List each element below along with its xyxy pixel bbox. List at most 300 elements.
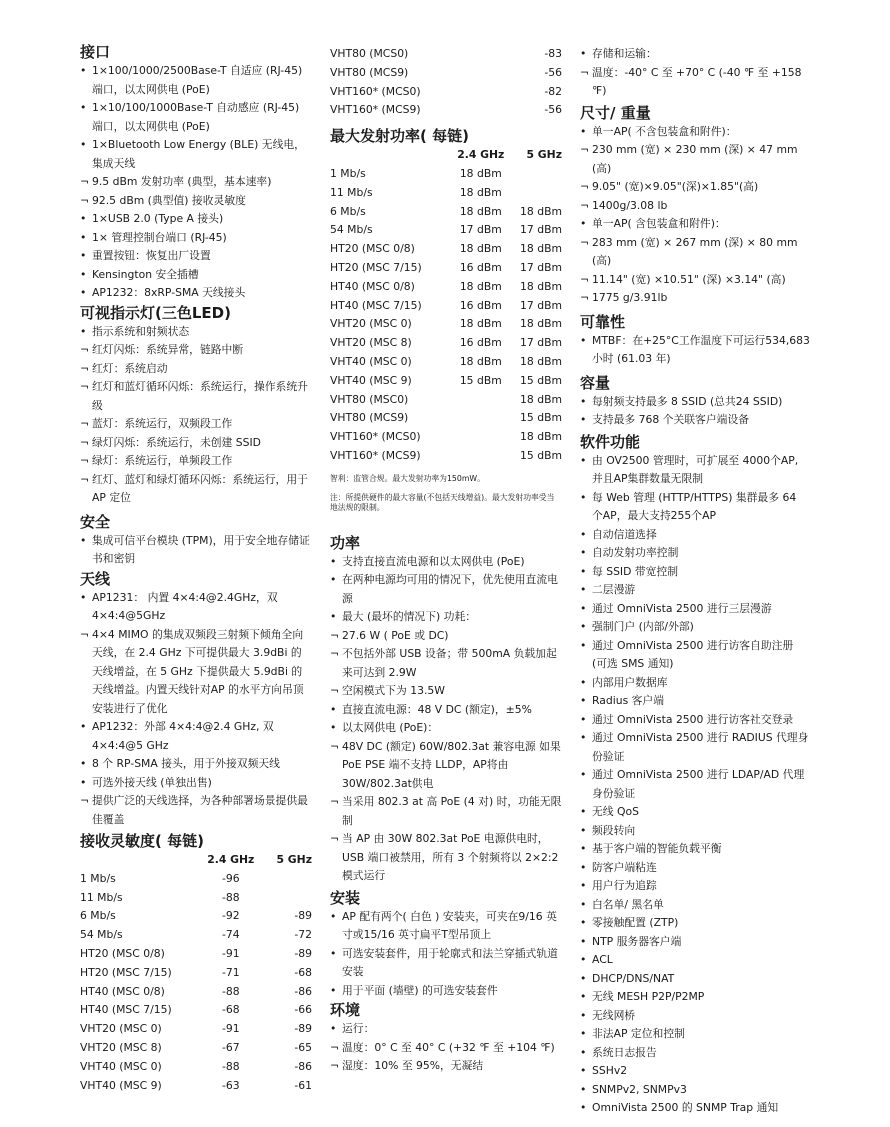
- list-item-text: 频段转向: [592, 823, 636, 837]
- environment-list: [330, 1020, 562, 1076]
- list-item: [80, 284, 312, 303]
- value-5g: -83: [544, 47, 562, 60]
- value-5g: -56: [544, 103, 562, 117]
- note-chile: 智利：监管合规。最大发射功率为150mW。: [330, 473, 485, 483]
- list-item-text: 单一AP( 含包装盒和附件)：: [592, 217, 726, 230]
- row-label: HT20 (MSC 7/15): [330, 260, 422, 274]
- list-item-text: 每 Web 管理 (HTTP/HTTPS) 集群最多 64 个AP，最大支持255个AP: [592, 490, 797, 522]
- value-2g: 18 dBm: [459, 354, 502, 368]
- value-2g: [451, 83, 511, 102]
- list-item-text: 温度：0° C 至 40° C (+32 ℉ 至 +104 ℉): [342, 1040, 555, 1054]
- list-item: [580, 45, 810, 64]
- value-5g: 18 dBm: [520, 392, 562, 406]
- list-item: [80, 471, 312, 508]
- sub-bullet-icon: ¬: [330, 739, 340, 753]
- value-5g: -86: [294, 984, 312, 998]
- list-item-text: 重置按钮：恢复出厂设置: [92, 249, 211, 262]
- value-2g: -71: [221, 965, 240, 979]
- list-item: [580, 988, 810, 1007]
- value-5g: [511, 165, 562, 184]
- value-5g: 18 dBm: [520, 430, 562, 444]
- sub-bullet-icon: ¬: [330, 1059, 340, 1073]
- bullet-icon: •: [330, 554, 337, 568]
- sub-bullet-icon: ¬: [580, 180, 590, 193]
- list-item-text: 温度：-40° C 至 +70° C (-40 ℉ 至 +158 ℉): [592, 65, 802, 97]
- sub-bullet-icon: ¬: [580, 291, 590, 304]
- table-row: [330, 83, 562, 102]
- list-item-text: 支持最多 768 个关联客户端设备: [592, 413, 750, 426]
- bullet-icon: •: [580, 583, 587, 596]
- value-2g: -92: [221, 909, 240, 923]
- list-item: [580, 1025, 810, 1044]
- list-item-text: 1×100/1000/2500Base-T 自适应 (RJ-45) 端口，以太网供电 (PoE): [92, 64, 303, 96]
- list-item-text: 11.14" (宽) ×10.51" (深) ×3.14" (高): [592, 272, 786, 286]
- table-row: [330, 315, 562, 334]
- bullet-icon: •: [330, 721, 337, 735]
- list-item-text: ACL: [592, 953, 613, 966]
- bullet-icon: •: [80, 757, 87, 770]
- list-item: [80, 626, 312, 719]
- list-item-text: 通过 OmniVista 2500 进行 RADIUS 代理身份验证: [592, 731, 809, 763]
- bullet-icon: •: [580, 453, 587, 467]
- list-item: [80, 136, 312, 173]
- value-2g: -63: [221, 1078, 240, 1092]
- bullet-icon: •: [580, 805, 587, 818]
- table-row: [330, 391, 562, 410]
- bullet-icon: •: [580, 333, 587, 347]
- list-item-text: 通过 OmniVista 2500 进行三层漫游: [592, 601, 772, 615]
- value-2g: [451, 409, 511, 428]
- bullet-icon: •: [580, 527, 587, 541]
- list-item: [80, 452, 312, 471]
- bullet-icon: •: [80, 720, 87, 733]
- value-5g: -89: [294, 909, 312, 923]
- list-item: [330, 701, 562, 720]
- section-title-power: 功率: [330, 533, 361, 552]
- list-item-text: 系统日志报告: [592, 1045, 657, 1059]
- sub-bullet-icon: ¬: [80, 343, 90, 356]
- list-item-text: 通过 OmniVista 2500 进行 LDAP/AD 代理身份验证: [592, 768, 805, 800]
- row-label: VHT160* (MCS9): [330, 448, 421, 462]
- bullet-icon: •: [330, 946, 337, 960]
- sub-bullet-icon: ¬: [80, 435, 90, 449]
- row-label: 6 Mb/s: [330, 204, 366, 218]
- list-item: [580, 896, 810, 915]
- table-row: [330, 334, 562, 353]
- value-5g: 15 dBm: [520, 373, 562, 387]
- list-item-text: 基于客户端的智能负载平衡: [592, 842, 722, 855]
- list-item: [580, 933, 810, 952]
- bullet-icon: •: [80, 267, 87, 281]
- row-label: VHT20 (MSC 0): [80, 1022, 162, 1036]
- sub-bullet-icon: ¬: [80, 417, 90, 430]
- rx-header-5g: 5 GHz: [276, 853, 312, 866]
- list-item: [580, 64, 810, 101]
- list-item: [580, 234, 810, 271]
- bullet-icon: •: [580, 731, 587, 744]
- table-row: [80, 964, 312, 983]
- list-item: [580, 711, 810, 730]
- bullet-icon: •: [580, 860, 587, 874]
- list-item: [80, 532, 312, 569]
- row-label: VHT80 (MSC0): [330, 392, 409, 406]
- list-item: [330, 627, 562, 646]
- table-row: [330, 278, 562, 297]
- bullet-icon: •: [580, 638, 587, 652]
- sub-bullet-icon: ¬: [330, 647, 340, 661]
- value-5g: -68: [294, 965, 312, 979]
- table-row: [330, 184, 562, 203]
- bullet-icon: •: [580, 620, 587, 633]
- list-item-text: SNMPv2, SNMPv3: [592, 1082, 687, 1096]
- table-row: [330, 372, 562, 391]
- list-item: [330, 793, 562, 830]
- list-item: [80, 792, 312, 829]
- bullet-icon: •: [330, 610, 337, 624]
- bullet-icon: •: [330, 702, 337, 716]
- list-item: [80, 774, 312, 793]
- list-item-text: Radius 客户端: [592, 694, 665, 707]
- table-row: [330, 221, 562, 240]
- list-item: [80, 755, 312, 774]
- value-2g: 16 dBm: [459, 336, 502, 350]
- sub-bullet-icon: ¬: [80, 361, 90, 375]
- row-label: VHT20 (MSC 8): [80, 1040, 162, 1054]
- value-2g: [451, 391, 511, 410]
- list-item-text: 无线网桥: [592, 1008, 636, 1022]
- bullet-icon: •: [80, 212, 87, 225]
- sub-bullet-icon: ¬: [80, 175, 90, 188]
- value-5g: [261, 870, 312, 889]
- value-2g: -91: [221, 946, 240, 960]
- list-item: [80, 247, 312, 266]
- list-item-text: AP1232：外部 4×4:4@2.4 GHz, 双 4×4:4@5 GHz: [92, 720, 274, 752]
- value-2g: -96: [221, 871, 240, 885]
- size-list: [580, 123, 810, 308]
- list-item: [330, 571, 562, 608]
- row-label: 1 Mb/s: [330, 166, 366, 180]
- list-item-text: 蓝灯：系统运行，双频段工作: [92, 417, 233, 430]
- bullet-icon: •: [580, 490, 587, 504]
- section-title-rx-sensitivity: 接收灵敏度( 每链): [80, 832, 204, 850]
- value-2g: -88: [221, 1059, 240, 1073]
- bullet-icon: •: [580, 879, 587, 892]
- value-2g: [451, 101, 511, 120]
- row-label: 11 Mb/s: [330, 185, 373, 199]
- led-list: [80, 323, 312, 508]
- list-item: [580, 729, 810, 766]
- list-item: [80, 341, 312, 360]
- value-2g: [451, 45, 511, 64]
- table-row: [330, 353, 562, 372]
- row-label: HT40 (MSC 7/15): [80, 1003, 172, 1017]
- tx-header-5g: 5 GHz: [526, 148, 562, 162]
- list-item: [580, 877, 810, 896]
- value-5g: 18 dBm: [520, 354, 562, 368]
- list-item-text: 当采用 802.3 at 高 PoE (4 对) 时，功能无限制: [342, 795, 562, 827]
- row-label: 6 Mb/s: [80, 909, 116, 923]
- value-2g: -74: [221, 928, 240, 942]
- value-2g: 18 dBm: [459, 242, 502, 256]
- table-row: [80, 945, 312, 964]
- row-label: VHT40 (MSC 0): [330, 354, 412, 368]
- list-item: [580, 178, 810, 197]
- table-row: [330, 259, 562, 278]
- value-2g: -68: [221, 1003, 240, 1017]
- row-label: VHT160* (MCS0): [330, 430, 421, 444]
- list-item-text: 用于平面 (墙壁) 的可选安装套件: [342, 983, 498, 997]
- section-title-interface: 接口: [80, 43, 111, 61]
- section-title-environment: 环境: [330, 1001, 361, 1020]
- value-5g: [511, 184, 562, 203]
- table-row: [330, 240, 562, 259]
- sub-bullet-icon: ¬: [330, 832, 340, 846]
- bullet-icon: •: [580, 413, 587, 426]
- row-label: HT20 (MSC 7/15): [80, 965, 172, 979]
- list-item-text: 27.6 W ( PoE 或 DC): [342, 628, 449, 642]
- value-2g: -88: [221, 984, 240, 998]
- list-item-text: MTBF：在+25°C工作温度下可运行534,683 小时 (61.03 年): [592, 333, 810, 365]
- bullet-icon: •: [580, 990, 587, 1003]
- row-label: VHT20 (MSC 8): [330, 336, 412, 350]
- sub-bullet-icon: ¬: [580, 272, 590, 286]
- list-item: [580, 393, 810, 412]
- list-item: [580, 544, 810, 563]
- list-item: [80, 434, 312, 453]
- rx-sensitivity-table: [80, 851, 312, 1095]
- bullet-icon: •: [580, 842, 587, 855]
- value-5g: 15 dBm: [520, 411, 562, 425]
- interface-list: [80, 62, 312, 303]
- list-item-text: 自动信道选择: [592, 527, 657, 541]
- bullet-icon: •: [580, 823, 587, 837]
- list-item-text: 可选外接天线 (单独出售): [92, 775, 212, 789]
- value-2g: 18 dBm: [459, 185, 502, 199]
- value-2g: 18 dBm: [459, 166, 502, 180]
- value-2g: 18 dBm: [459, 279, 502, 293]
- section-title-size-weight: 尺寸/ 重量: [580, 103, 651, 122]
- list-item-text: 红灯闪烁：系统异常，链路中断: [92, 343, 244, 356]
- sub-bullet-icon: ¬: [580, 235, 590, 249]
- table-row: [330, 64, 562, 83]
- capacity-list: [580, 393, 810, 430]
- sub-bullet-icon: ¬: [80, 794, 90, 807]
- table-row: [80, 1058, 312, 1077]
- list-item: [580, 563, 810, 582]
- list-item: [580, 859, 810, 878]
- value-5g: 18 dBm: [520, 204, 562, 218]
- list-item: [80, 718, 312, 755]
- bullet-icon: •: [330, 909, 337, 923]
- value-5g: -89: [294, 946, 312, 960]
- sub-bullet-icon: ¬: [80, 627, 90, 641]
- list-item-text: 1×Bluetooth Low Energy (BLE) 无线电，集成天线: [92, 138, 305, 170]
- bullet-icon: •: [580, 1101, 587, 1114]
- column-left: [80, 42, 312, 1095]
- list-item-text: 1× 管理控制台端口 (RJ-45): [92, 230, 227, 244]
- list-item-text: 1775 g/3.91lb: [592, 291, 668, 304]
- value-5g: 17 dBm: [520, 336, 562, 350]
- list-item-text: DHCP/DNS/NAT: [592, 971, 675, 985]
- row-label: 11 Mb/s: [80, 890, 123, 904]
- list-item-text: 由 OV2500 管理时，可扩展至 4000个AP, 并且AP集群数量无限制: [592, 453, 799, 485]
- bullet-icon: •: [80, 138, 87, 151]
- power-list: [330, 553, 562, 886]
- list-item-text: 无线 MESH P2P/P2MP: [592, 990, 705, 1003]
- value-2g: -91: [221, 1022, 240, 1036]
- list-item-text: 支持直接直流电源和以太网供电 (PoE): [342, 554, 525, 568]
- section-title-install: 安装: [330, 888, 361, 907]
- list-item: [580, 332, 810, 369]
- value-5g: 17 dBm: [520, 298, 562, 312]
- list-item: [580, 581, 810, 600]
- value-5g: -61: [294, 1078, 312, 1092]
- row-label: 54 Mb/s: [80, 928, 123, 942]
- value-5g: 15 dBm: [520, 448, 562, 462]
- section-title-capacity: 容量: [580, 373, 611, 392]
- bullet-icon: •: [330, 983, 337, 997]
- list-item-text: 230 mm (宽) × 230 mm (深) × 47 mm (高): [592, 143, 798, 175]
- list-item-text: OmniVista 2500 的 SNMP Trap 通知: [592, 1101, 779, 1114]
- list-item-text: 48V DC (额定) 60W/802.3at 兼容电源 如果 PoE PSE 端不支持 LLDP，AP将由 30W/802.3at供电: [342, 739, 561, 790]
- bullet-icon: •: [580, 768, 587, 781]
- list-item: [330, 945, 562, 982]
- list-item: [580, 914, 810, 933]
- bullet-icon: •: [580, 675, 587, 689]
- list-item: [580, 1007, 810, 1026]
- bullet-icon: •: [580, 1082, 587, 1096]
- list-item-text: 防客户端粘连: [592, 860, 657, 874]
- list-item-text: 通过 OmniVista 2500 进行访客社交登录: [592, 712, 794, 726]
- list-item-text: 直接直流电源：48 V DC (额定)，±5%: [342, 702, 532, 716]
- table-row: [330, 447, 562, 466]
- list-item-text: 283 mm (宽) × 267 mm (深) × 80 mm (高): [592, 235, 798, 267]
- list-item: [80, 589, 312, 626]
- list-item-text: 在两种电源均可用的情况下，优先使用直流电源: [342, 573, 558, 605]
- list-item-text: 可选安装套件，用于轮廓式和法兰穿插式轨道安装: [342, 946, 558, 979]
- list-item-text: 8 个 RP-SMA 接头，用于外接双频天线: [92, 757, 280, 770]
- list-item-text: 红灯和蓝灯循环闪烁：系统运行，操作系统升级: [92, 380, 308, 412]
- list-item: [80, 229, 312, 248]
- list-item: [580, 452, 810, 489]
- list-item: [80, 192, 312, 211]
- section-title-tx-power: 最大发射功率( 每链): [330, 127, 469, 146]
- list-item-text: 红灯、蓝灯和绿灯循环闪烁：系统运行，用于 AP 定位: [92, 472, 308, 504]
- section-title-led: 可视指示灯(三色LED): [80, 303, 231, 322]
- row-label: HT40 (MSC 0/8): [330, 279, 415, 293]
- list-item-text: 提供广泛的天线选择，为各种部署场景提供最佳覆盖: [92, 794, 308, 826]
- list-item-text: 1×10/100/1000Base-T 自动感应 (RJ-45) 端口，以太网供电 (PoE): [92, 101, 300, 133]
- value-2g: 16 dBm: [459, 260, 502, 274]
- list-item-text: 红灯：系统启动: [92, 361, 168, 375]
- list-item-text: SSHv2: [592, 1064, 628, 1077]
- column-right: [580, 45, 810, 1118]
- row-label: VHT40 (MSC 9): [330, 373, 412, 387]
- list-item: [580, 637, 810, 674]
- list-item: [80, 360, 312, 379]
- row-label: VHT40 (MSC 0): [80, 1059, 162, 1073]
- value-5g: -89: [294, 1022, 312, 1036]
- list-item-text: AP1232：8xRP-SMA 天线接头: [92, 286, 246, 299]
- value-2g: 16 dBm: [459, 298, 502, 312]
- list-item-text: AP1231： 内置 4×4:4@2.4GHz，双 4×4:4@5GHz: [92, 590, 278, 622]
- value-5g: 17 dBm: [520, 260, 562, 274]
- list-item-text: 每 SSID 带宽控制: [592, 564, 679, 578]
- list-item: [580, 215, 810, 234]
- list-item-text: 4×4 MIMO 的集成双频段三射频下倾角全向天线，在 2.4 GHz 下可提供最大 3.9dBi 的天线增益，在 5 GHz 下提供最大 5.9dBi 的天线增益。内置天线针对AP 的水平方向吊顶安装进行了优化: [92, 627, 304, 715]
- list-item-text: 白名单/ 黑名单: [592, 897, 664, 911]
- sub-bullet-icon: ¬: [80, 380, 90, 393]
- bullet-icon: •: [80, 590, 87, 604]
- security-list: [80, 532, 312, 569]
- list-item-text: AP 配有两个( 白色 ) 安装夹，可夹在9/16 英寸或15/16 英寸扁平T型吊顶上: [342, 909, 557, 942]
- bullet-icon: •: [330, 1022, 337, 1036]
- list-item: [330, 830, 562, 886]
- storage-list: [580, 45, 810, 101]
- list-item: [330, 719, 562, 738]
- value-5g: 17 dBm: [520, 223, 562, 237]
- list-item: [580, 489, 810, 526]
- sub-bullet-icon: ¬: [330, 684, 340, 698]
- table-row: [330, 165, 562, 184]
- list-item: [580, 951, 810, 970]
- table-row: [330, 45, 562, 64]
- list-item: [580, 141, 810, 178]
- list-item: [580, 840, 810, 859]
- row-label: HT20 (MSC 0/8): [330, 242, 415, 256]
- list-item: [80, 323, 312, 342]
- list-item: [330, 682, 562, 701]
- bullet-icon: •: [80, 775, 87, 789]
- section-title-software: 软件功能: [580, 432, 641, 451]
- list-item-text: 集成可信平台模块 (TPM)，用于安全地存储证书和密钥: [92, 533, 310, 565]
- row-label: HT40 (MSC 7/15): [330, 298, 422, 312]
- list-item: [330, 982, 562, 1001]
- bullet-icon: •: [80, 230, 87, 244]
- bullet-icon: •: [580, 1008, 587, 1022]
- list-item-text: 运行：: [342, 1022, 375, 1036]
- table-row: [80, 1077, 312, 1096]
- reliability-list: [580, 332, 810, 369]
- rx-header-blank: [80, 851, 201, 870]
- list-item-text: NTP 服务器客户端: [592, 934, 682, 948]
- bullet-icon: •: [580, 601, 587, 615]
- list-item: [580, 123, 810, 142]
- list-item: [330, 1039, 562, 1058]
- row-label: HT20 (MSC 0/8): [80, 946, 165, 960]
- list-item-text: 通过 OmniVista 2500 进行访客自助注册 (可选 SMS 通知): [592, 638, 794, 670]
- sub-bullet-icon: ¬: [330, 628, 340, 642]
- table-row: [80, 889, 312, 908]
- row-label: HT40 (MSC 0/8): [80, 984, 165, 998]
- list-item-text: 绿灯：系统运行，单频段工作: [92, 454, 233, 467]
- bullet-icon: •: [580, 934, 587, 948]
- bullet-icon: •: [580, 916, 587, 929]
- sub-bullet-icon: ¬: [580, 65, 590, 79]
- value-5g: 18 dBm: [520, 279, 562, 293]
- table-row: [80, 1039, 312, 1058]
- list-item-text: 零接触配置 (ZTP): [592, 916, 679, 929]
- value-5g: -86: [294, 1059, 312, 1073]
- value-5g: -82: [544, 84, 562, 98]
- list-item: [330, 1057, 562, 1076]
- list-item: [580, 692, 810, 711]
- table-row: [330, 203, 562, 222]
- list-item-text: 用户行为追踪: [592, 879, 657, 892]
- list-item: [330, 608, 562, 627]
- list-item: [580, 526, 810, 545]
- section-title-security: 安全: [80, 512, 111, 531]
